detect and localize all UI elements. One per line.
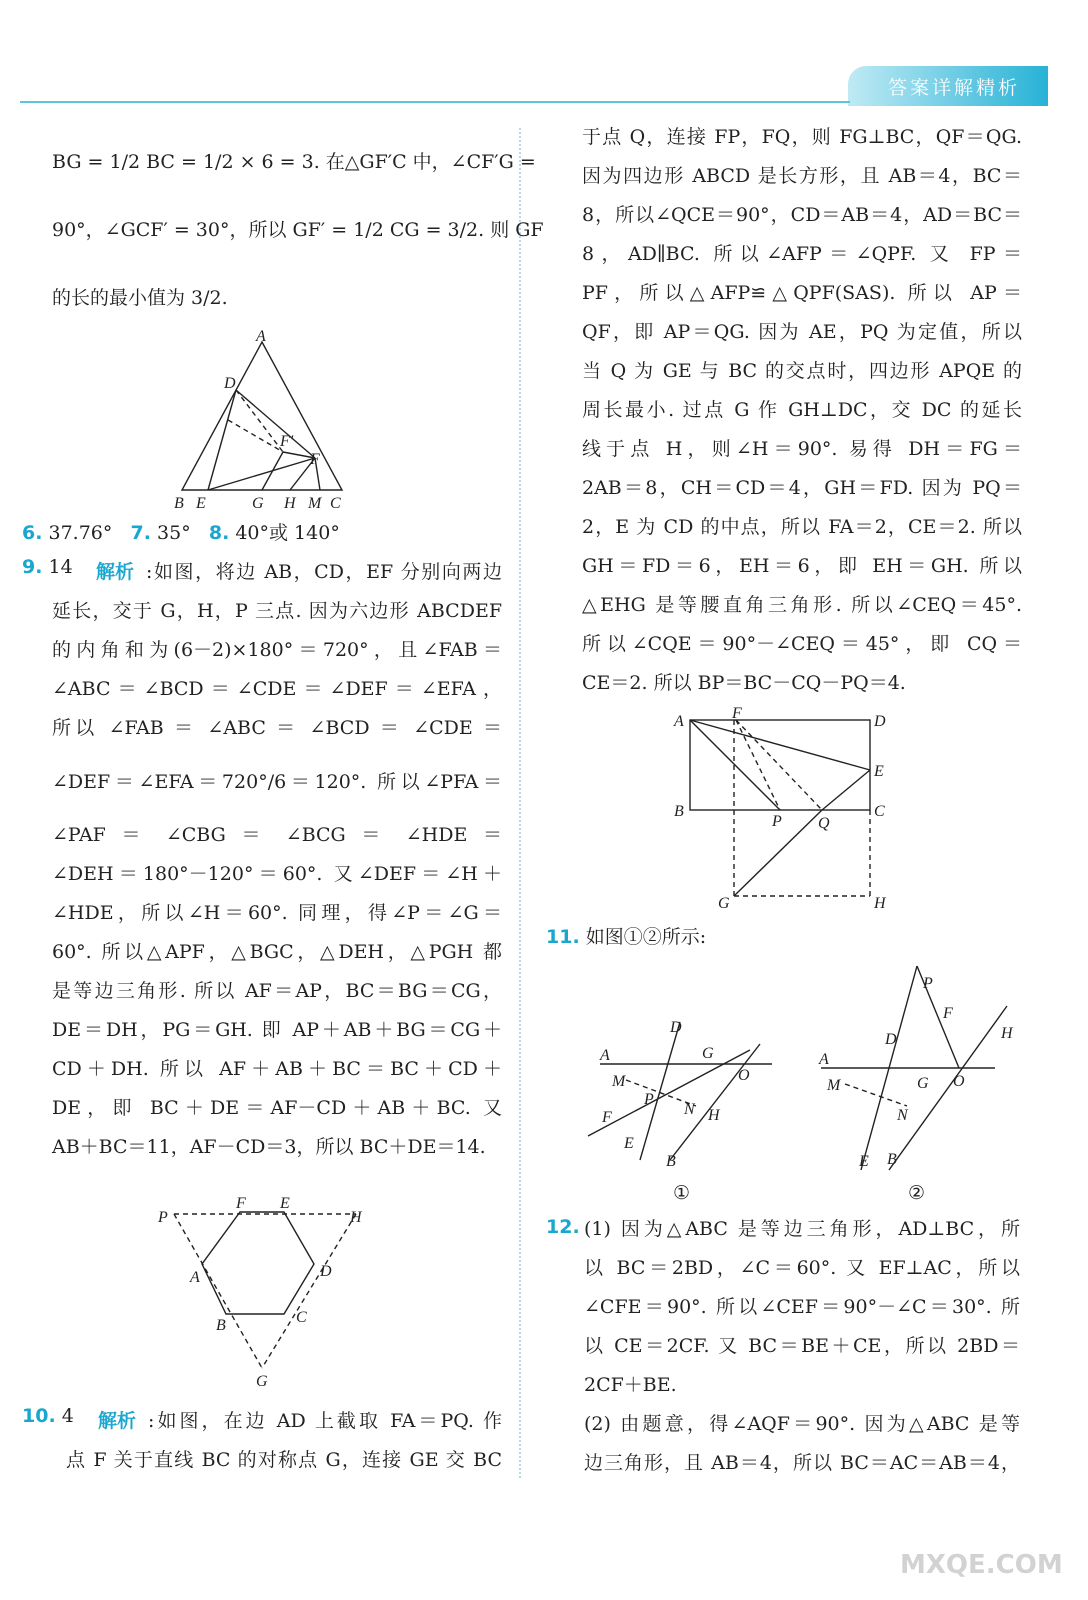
label-b: B xyxy=(674,803,684,820)
text-line: 以 BC＝2BD，∠C＝60°. 又 EF⊥AC，所以 xyxy=(584,1257,1020,1279)
text-line: ∠ABC＝∠BCD＝∠CDE＝∠DEF＝∠EFA， xyxy=(52,678,502,700)
label-a: A xyxy=(190,1269,200,1286)
label-f: F xyxy=(602,1109,612,1126)
label-p: P xyxy=(772,813,782,830)
label-g: G xyxy=(256,1373,268,1390)
label-m: M xyxy=(308,495,322,512)
q11-caption-1: ① xyxy=(673,1182,691,1204)
segment-eq xyxy=(822,770,870,810)
text-line: 当 Q 为 GE 与 BC 的交点时，四边形 APQE 的 xyxy=(582,360,1022,382)
q10-jiexi: 解析 xyxy=(98,1410,137,1432)
text-line: PF，所以△AFP≌△QPF(SAS). 所以 AP＝ xyxy=(582,282,1022,304)
label-g: G xyxy=(917,1075,929,1092)
label-m: M xyxy=(612,1073,626,1090)
text-line: ∠HDE，所以∠H＝60°. 同理，得∠P＝∠G＝ xyxy=(52,902,502,924)
segment-de xyxy=(208,390,236,490)
q10-rectangle-figure xyxy=(670,706,900,916)
label-d: D xyxy=(670,1019,682,1036)
text-line: 所以∠CQE＝90°－∠CEQ＝45°，即 CQ＝ xyxy=(582,633,1022,655)
q11-caption-2: ② xyxy=(908,1182,926,1204)
text-line: GH＝FD＝6，EH＝6，即 EH＝GH. 所以 xyxy=(582,555,1022,577)
text-line: 点 F 关于直线 BC 的对称点 G，连接 GE 交 BC xyxy=(66,1449,502,1471)
label-e: E xyxy=(624,1135,634,1152)
label-c: C xyxy=(874,803,885,820)
text-line: 线于点 H，则∠H＝90°. 易得 DH＝FG＝ xyxy=(582,438,1022,460)
label-n: N xyxy=(897,1107,908,1124)
label-h: H xyxy=(284,495,296,512)
q6-8-answers xyxy=(22,518,340,545)
header-divider xyxy=(20,101,850,103)
text-line: BG = 1/2 BC = 1/2 × 6 = 3. 在△GF′C 中，∠CF′G = xyxy=(52,151,536,173)
text-line: ∠CFE＝90°. 所以∠CEF＝90°－∠C＝30°. 所 xyxy=(584,1296,1020,1318)
q10-solution-right xyxy=(582,118,1022,703)
rectangle-abcd xyxy=(690,720,870,810)
hexagon-abcdef xyxy=(202,1212,314,1314)
label-p: P xyxy=(923,975,933,992)
q12-number: 12. xyxy=(546,1216,580,1238)
text-line: :如图，在边 AD 上截取 FA＝PQ. 作 xyxy=(148,1410,502,1432)
label-e: E xyxy=(859,1153,869,1170)
label-o: O xyxy=(953,1073,965,1090)
q12-header xyxy=(546,1216,580,1238)
segment-ae xyxy=(690,720,870,770)
dash-mn xyxy=(845,1084,907,1106)
label-n: N xyxy=(684,1101,695,1118)
label-q: Q xyxy=(818,815,830,832)
text-line: CE＝2. 所以 BP＝BC－CQ－PQ＝4. xyxy=(582,672,906,694)
q11-text: 如图①②所示: xyxy=(585,926,707,948)
segment-fq xyxy=(736,720,822,810)
label-b: B xyxy=(174,495,184,512)
label-c: C xyxy=(330,495,341,512)
label-d: D xyxy=(320,1263,332,1280)
label-d: D xyxy=(874,713,886,730)
label-g: G xyxy=(702,1045,714,1062)
text-line: 以 CE＝2CF. 又 BC＝BE＋CE，所以 2BD＝ xyxy=(584,1335,1020,1357)
q11-figure-2 xyxy=(815,960,1025,1180)
text-line: 60°. 所以△APF，△BGC，△DEH，△PGH 都 xyxy=(52,941,502,963)
text-line: 延长，交于 G，H，P 三点. 因为六边形 ABCDEF xyxy=(52,600,502,622)
q6-answer: 37.76° xyxy=(48,522,113,544)
label-d: D xyxy=(885,1031,897,1048)
text-line: QF，即 AP＝QG. 因为 AE，PQ 为定值，所以 xyxy=(582,321,1022,343)
column-divider xyxy=(519,128,521,1478)
segment-ef xyxy=(208,458,315,490)
label-e: E xyxy=(196,495,206,512)
text-line: 2AB＝8，CH＝CD＝4，GH＝FD. 因为 PQ＝ xyxy=(582,477,1022,499)
segment-ap xyxy=(690,720,780,810)
text-line: ∠DEF＝∠EFA＝720°/6＝120°. 所以∠PFA＝ xyxy=(52,771,502,793)
text-line: 90°，∠GCF′ = 30°，所以 GF′ = 1/2 CG = 3/2. 则 GF xyxy=(52,219,544,241)
segment-fp xyxy=(736,720,780,810)
header-title: 答案详解精析 xyxy=(887,77,1020,99)
text-line: 2，E 为 CD 的中点，所以 FA＝2，CE＝2. 所以 xyxy=(582,516,1022,538)
q9-number: 9. xyxy=(22,556,43,578)
segment-dash-1 xyxy=(228,420,283,452)
label-h: H xyxy=(708,1107,720,1124)
label-e: E xyxy=(874,763,884,780)
label-f: F xyxy=(943,1005,953,1022)
q12-solution xyxy=(584,1210,1020,1483)
text-line: 8，所以∠QCE＝90°，CD＝AB＝4，AD＝BC＝ xyxy=(582,204,1022,226)
text-line: DE＝DH，PG＝GH. 即 AP＋AB＋BG＝CG＋ xyxy=(52,1019,502,1041)
dash-hg xyxy=(262,1214,356,1368)
text-line: △EHG 是等腰直角三角形. 所以∠CEQ＝45°. xyxy=(582,594,1022,616)
text-line: 边三角形，且 AB＝4，所以 BC＝AC＝AB＝4， xyxy=(584,1452,1020,1474)
label-m: M xyxy=(827,1077,841,1094)
segment-fprime-g xyxy=(262,452,283,490)
line-fo xyxy=(588,1050,750,1136)
q11-header xyxy=(546,922,706,949)
text-line: 周长最小. 过点 G 作 GH⊥DC，交 DC 的延长 xyxy=(582,399,1022,421)
text-line: 的内角和为(6－2)×180°＝720°，且∠FAB＝ xyxy=(52,639,502,661)
left-column-q5 xyxy=(52,128,544,332)
q10-solution-left xyxy=(52,1402,502,1480)
label-b: B xyxy=(216,1317,226,1334)
line-bh xyxy=(889,1006,1007,1170)
q9-solution xyxy=(52,553,502,1167)
label-e: E xyxy=(280,1195,290,1212)
q8-number: 8. xyxy=(208,522,230,544)
label-b: B xyxy=(887,1151,897,1168)
label-p: P xyxy=(644,1091,654,1108)
label-h: H xyxy=(350,1209,362,1226)
label-d: D xyxy=(224,375,236,392)
q7-number: 7. xyxy=(130,522,151,544)
label-o: O xyxy=(738,1067,750,1084)
q8-answer: 40°或 140° xyxy=(235,522,340,544)
watermark-text: MXQE.COM xyxy=(900,1550,1063,1580)
text-line: 是等边三角形. 所以 AF＝AP，BC＝BG＝CG， xyxy=(52,980,502,1002)
text-line: 2CF＋BE. xyxy=(584,1374,677,1396)
text-line: 的长的最小值为 3/2. xyxy=(52,287,228,309)
label-a: A xyxy=(819,1051,829,1068)
label-p: P xyxy=(158,1209,168,1226)
label-f: F xyxy=(732,706,742,722)
q11-figure-1 xyxy=(580,1010,790,1180)
q10-number: 10. xyxy=(22,1405,56,1427)
q7-answer: 35° xyxy=(157,522,191,544)
text-line: (2) 由题意，得∠AQF＝90°. 因为△ABC 是等 xyxy=(584,1413,1020,1435)
q6-number: 6. xyxy=(22,522,43,544)
text-line: (1) 因为△ABC 是等边三角形，AD⊥BC，所 xyxy=(584,1218,1020,1240)
label-a: A xyxy=(674,713,684,730)
label-g: G xyxy=(252,495,264,512)
header-tab xyxy=(848,66,1048,106)
label-f: F xyxy=(310,451,320,468)
label-h: H xyxy=(874,895,886,912)
q5-triangle-figure xyxy=(170,330,360,512)
q9-jiexi: 解析 xyxy=(96,561,135,583)
text-line: AB＋BC＝11，AF－CD＝3，所以 BC＋DE＝14. xyxy=(52,1136,486,1158)
label-g: G xyxy=(718,895,730,912)
q9-hexagon-figure xyxy=(150,1192,380,1392)
text-line: ∠DEH＝180°－120°＝60°. 又∠DEF＝∠H＋ xyxy=(52,863,502,885)
q10-answer: 4 xyxy=(61,1405,74,1427)
dash-pg xyxy=(174,1214,262,1368)
label-h: H xyxy=(1001,1025,1013,1042)
text-line: CD＋DH. 所以 AF＋AB＋BC＝BC＋CD＋ xyxy=(52,1058,502,1080)
text-line: ∠PAF ＝ ∠CBG ＝ ∠BCG ＝ ∠HDE ＝ xyxy=(52,824,502,846)
segment-df-prime xyxy=(236,390,283,452)
label-a: A xyxy=(256,330,266,345)
label-f-prime: F′ xyxy=(280,433,294,450)
label-c: C xyxy=(296,1309,307,1326)
label-f: F xyxy=(236,1195,246,1212)
label-a: A xyxy=(600,1047,610,1064)
text-line: 8，AD∥BC. 所以∠AFP＝∠QPF. 又 FP＝ xyxy=(582,243,1022,265)
text-line: 所以 ∠FAB ＝ ∠ABC ＝ ∠BCD ＝ ∠CDE ＝ xyxy=(52,717,502,739)
q9-answer: 14 xyxy=(48,556,73,578)
text-line: :如图，将边 AB，CD，EF 分别向两边 xyxy=(146,561,502,583)
text-line: 因为四边形 ABCD 是长方形，且 AB＝4，BC＝ xyxy=(582,165,1022,187)
label-b: B xyxy=(666,1153,676,1170)
q11-number: 11. xyxy=(546,926,580,948)
text-line: 于点 Q，连接 FP，FQ，则 FG⊥BC，QF＝QG. xyxy=(582,126,1022,148)
text-line: DE，即 BC＋DE＝AF－CD＋AB＋BC. 又 xyxy=(52,1097,502,1119)
